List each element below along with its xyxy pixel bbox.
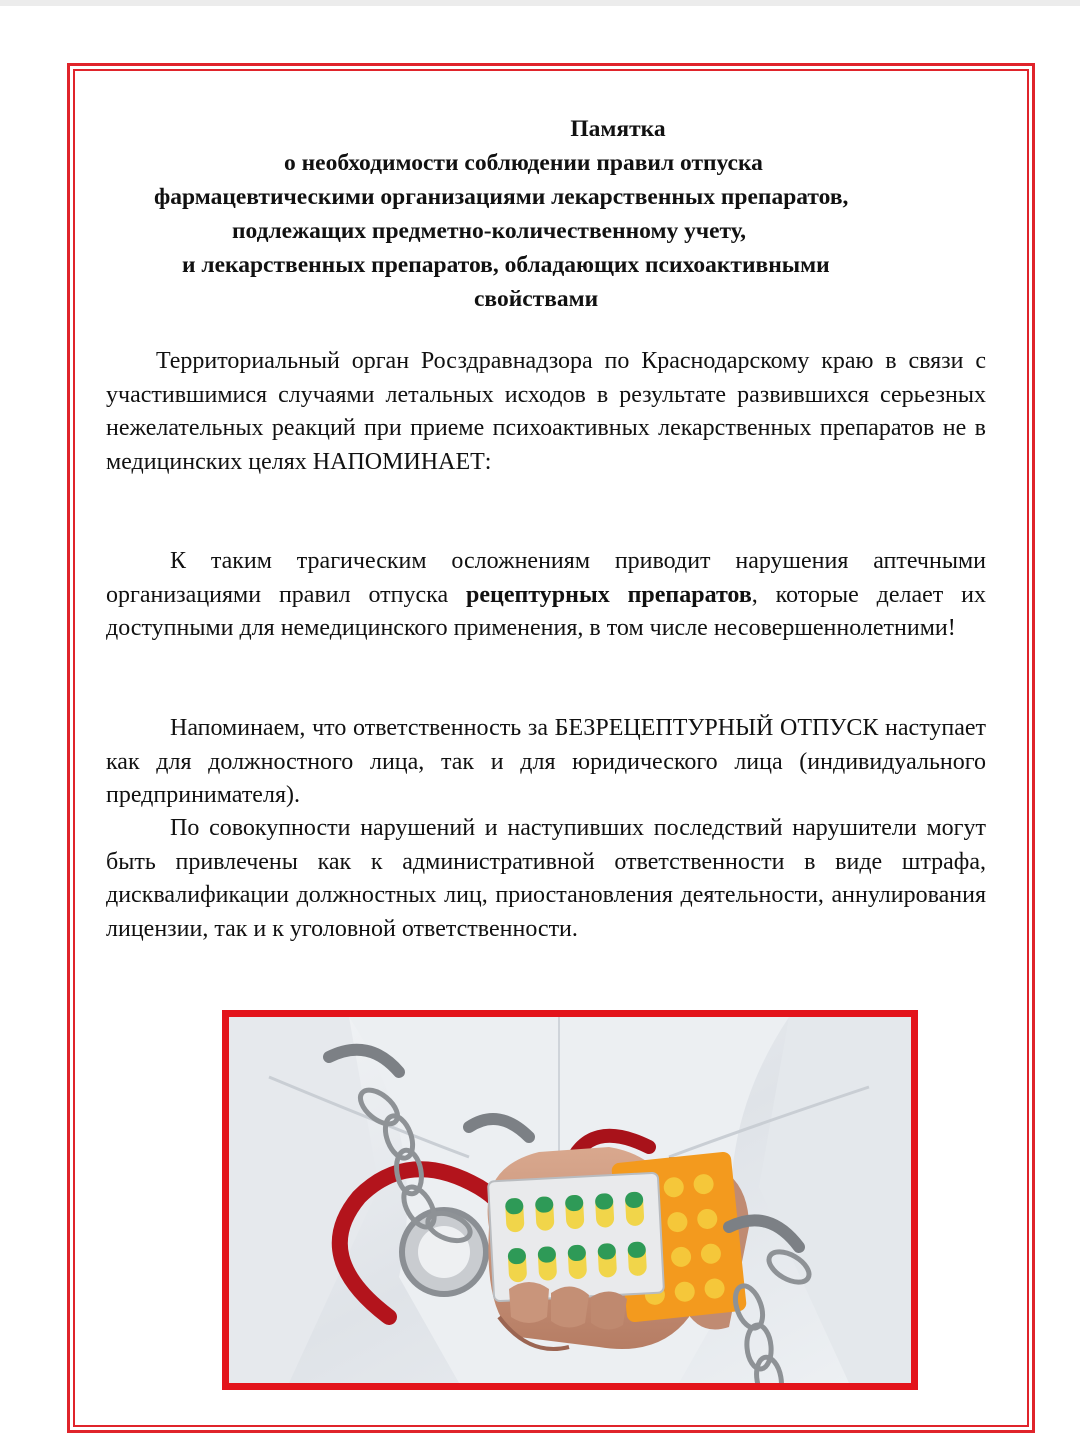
title-line: свойствами xyxy=(474,286,599,312)
paragraph-intro: Территориальный орган Росздравнадзора по Краснодарскому краю в связи с участившимися случаями летальных исходов в результате развившихся серьезных нежелательных реакций при приеме психоактивных лекарственных препаратов не в медицинских целях НАПОМИНАЕТ: xyxy=(106,348,986,475)
paragraph-complications xyxy=(106,545,986,646)
handcuffed-hands-with-pills-image xyxy=(229,1017,911,1383)
title-line: о необходимости соблюдении правил отпуска xyxy=(284,150,763,176)
paragraph-bold-text: рецептурных препаратов xyxy=(466,581,752,608)
illustration-photo xyxy=(222,1010,918,1390)
document-title xyxy=(106,112,1066,316)
paragraph-responsibility: Напоминаем, что ответственность за БЕЗРЕЦЕПТУРНЫЙ ОТПУСК наступает как для должностного лица, так и для юридического лица (индивидуального предпринимателя). xyxy=(106,715,986,809)
title-line: и лекарственных препаратов, обладающих психоактивными xyxy=(182,252,830,278)
paragraph-text: , которые делает их доступными для немедицинского применения, в том числе несовершеннолетними! xyxy=(106,581,986,642)
title-line: Памятка xyxy=(570,116,666,142)
top-strip xyxy=(0,0,1080,6)
paragraph-text: К таким трагическим осложнениям приводит нарушения аптечными организациями правил отпуска xyxy=(106,548,986,608)
title-line: подлежащих предметно-количественному учету, xyxy=(232,218,747,244)
paragraph-penalties: По совокупности нарушений и наступивших последствий нарушители могут быть привлечены как к административной ответственности в виде штрафа, дисквалификации должностных лиц, приостановления деятельности, аннулирования лицензии, так и к уголовной ответственности. xyxy=(106,815,986,942)
title-line: фармацевтическими организациями лекарственных препаратов, xyxy=(154,184,849,210)
